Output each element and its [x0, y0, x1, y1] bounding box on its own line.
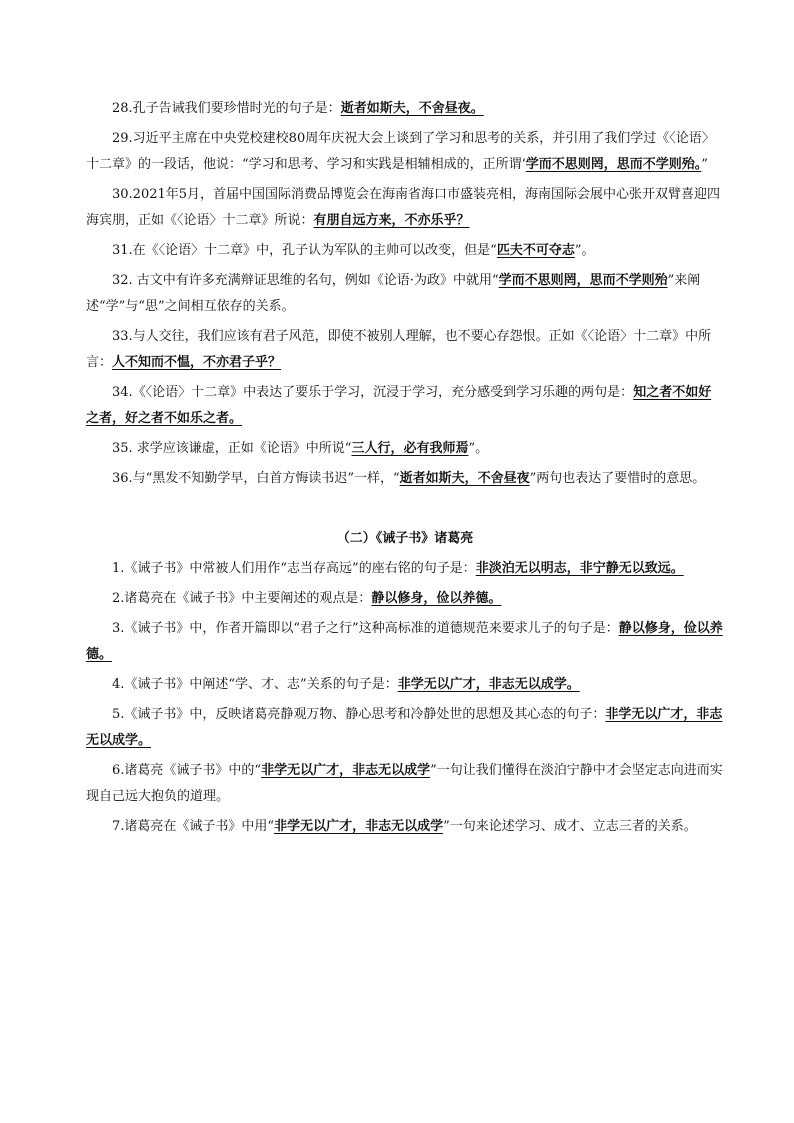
question-item [86, 238, 724, 264]
answer-text: 逝者如斯夫，不舍昼夜。 [340, 101, 484, 116]
question-tail: ”一句来论述学习、成才、立志三者的关系。 [443, 819, 697, 834]
question-item [86, 672, 724, 698]
answer-text: 非学无以广才，非志无以成学。 [397, 677, 580, 692]
answer-text: 有朋自远方来，不亦乐乎？ [313, 213, 470, 228]
question-text: 7.诸葛亮在《诫子书》中用“ [112, 819, 275, 834]
answer-text: 静以修身，俭以养德。 [86, 621, 723, 662]
question-item [86, 126, 724, 178]
question-text: 36.与“黑发不知勤学早，白首方悔读书迟”一样，“ [112, 471, 400, 486]
question-text: 35. 求学应该谦虚，正如《论语》中所说“ [112, 441, 352, 456]
question-text: 3.《诫子书》中，作者开篇即以“君子之行”这种高标准的道德规范来要求儿子的句子是： [112, 621, 619, 636]
question-text: 30.2021年5月，首届中国国际消费品博览会在海南省海口市盛装亮相，海南国际会展中心张开双臂喜迎四海宾朋，正如《〈论语〉十二章》所说： [86, 187, 721, 228]
answer-text: 非学无以广才，非志无以成学 [261, 763, 431, 778]
question-text: 4.《诫子书》中阐述“学、才、志”关系的句子是： [112, 677, 398, 692]
question-item [86, 380, 724, 432]
question-text: 34.《〈论语〉十二章》中表达了要乐于学习，沉浸于学习，充分感受到学习乐趣的两句是： [112, 385, 634, 400]
question-item [86, 616, 724, 668]
section-title: （二）《诫子书》诸葛亮 [336, 531, 474, 546]
question-text: 31.在《〈论语〉十二章》中，孔子认为军队的主帅可以改变，但是“ [112, 243, 497, 258]
question-text: 29.习近平主席在中央党校建校80周年庆祝大会上谈到了学习和思考的关系，并引用了我们学过《〈论语〉十二章》的一段话，他说：“学习和思考、学习和实践是相辅相成的，正所谓‘ [86, 131, 715, 172]
question-item [86, 556, 724, 582]
question-item [86, 324, 724, 376]
question-tail: ”。 [574, 243, 595, 258]
part2-list [86, 556, 724, 840]
question-text: 2.诸葛亮在《诫子书》中主要阐述的观点是： [112, 591, 372, 606]
answer-text: 知之者不如好之者，好之者不如乐之者。 [86, 385, 712, 426]
part1-list [86, 96, 724, 492]
question-text: 1.《诫子书》中常被人们用作“志当存高远”的座右铭的句子是： [112, 561, 476, 576]
question-tail: ”一句让我们懂得在淡泊宁静中才会坚定志向进而实现自己远大抱负的道理。 [86, 763, 723, 804]
question-item [86, 268, 724, 320]
question-tail: ”来阐述“学”与“思”之间相互依存的关系。 [86, 273, 701, 314]
answer-text: 静以修身，俭以养德。 [371, 591, 502, 606]
question-tail: ”。 [468, 441, 489, 456]
answer-text: 非学无以广才，非志无以成学 [274, 819, 444, 834]
question-text: 28.孔子告诫我们要珍惜时光的句子是： [112, 101, 341, 116]
answer-text: 人不知而不愠，不亦君子乎？ [112, 355, 282, 370]
question-text: 5.《诫子书》中，反映诸葛亮静观万物、静心思考和冷静处世的思想及其心态的句子： [112, 707, 606, 722]
answer-text: 逝者如斯夫，不舍昼夜 [399, 471, 530, 486]
question-tail: ” [701, 157, 708, 172]
question-text: 33.与人交往，我们应该有君子风范，即使不被别人理解，也不要心存怨恨。正如《〈论语〉十二章》中所言： [86, 329, 712, 370]
question-text: 6.诸葛亮《诫子书》中的“ [112, 763, 262, 778]
answer-text: 三人行，必有我师焉 [351, 441, 469, 456]
answer-text: 非学无以广才，非志无以成学。 [86, 707, 723, 748]
answer-text: 非淡泊无以明志，非宁静无以致远。 [475, 561, 684, 576]
question-item [86, 436, 724, 462]
question-text: 32. 古文中有许多充满辩证思维的名句，例如《论语·为政》中就用“ [112, 273, 499, 288]
question-item [86, 586, 724, 612]
question-item [86, 814, 724, 840]
answer-text: 学而不思则罔，思而不学则殆。 [525, 157, 702, 172]
question-item [86, 466, 724, 492]
answer-text: 匹夫不可夺志 [496, 243, 575, 258]
question-item [86, 758, 724, 810]
question-item [86, 96, 724, 122]
question-item [86, 702, 724, 754]
answer-text: 学而不思则罔，思而不学则殆 [498, 273, 668, 288]
question-item [86, 182, 724, 234]
question-tail: ”两句也表达了要惜时的意思。 [529, 471, 706, 486]
